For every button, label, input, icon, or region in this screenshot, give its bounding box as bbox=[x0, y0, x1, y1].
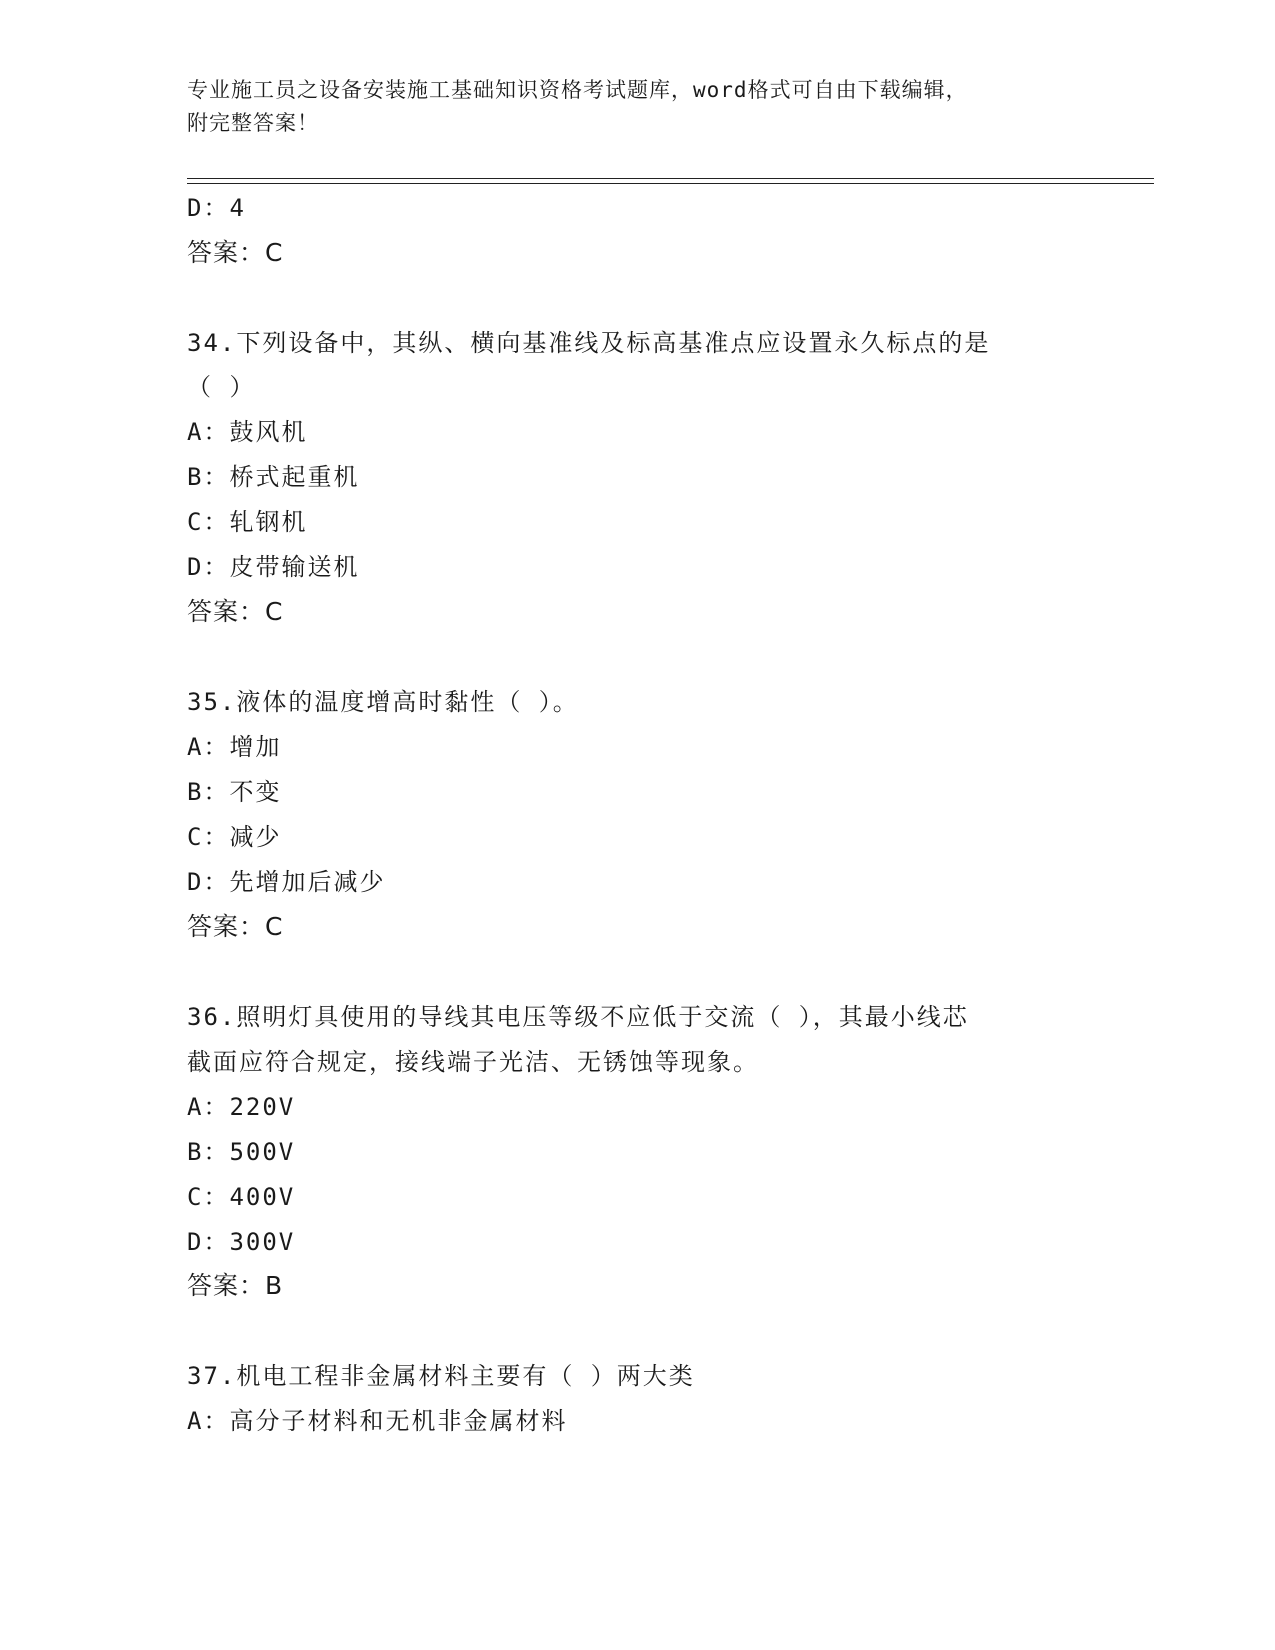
q36-option-c: C：400V bbox=[187, 1183, 296, 1211]
q34-option-a: A：鼓风机 bbox=[187, 418, 308, 446]
q35-option-c: C：减少 bbox=[187, 823, 282, 851]
q34-option-b: B：桥式起重机 bbox=[187, 463, 360, 491]
prev-option-d: D：4 bbox=[187, 194, 246, 222]
q36-option-b: B：500V bbox=[187, 1138, 296, 1166]
q35-option-a: A：增加 bbox=[187, 733, 282, 761]
q37-option-a: A：高分子材料和无机非金属材料 bbox=[187, 1407, 568, 1435]
prev-answer: 答案：C bbox=[187, 238, 284, 267]
q34-option-d: D：皮带输送机 bbox=[187, 553, 360, 581]
header-line-2: 附完整答案！ bbox=[187, 111, 319, 135]
q34-option-c: C：轧钢机 bbox=[187, 508, 308, 536]
q35-stem-line-1: 35.液体的温度增高时黏性（ ）。 bbox=[187, 688, 579, 716]
q37-stem-line-1: 37.机电工程非金属材料主要有（ ）两大类 bbox=[187, 1362, 695, 1390]
q35-option-d: D：先增加后减少 bbox=[187, 868, 386, 896]
header-divider-bottom bbox=[187, 183, 1154, 184]
q36-answer: 答案：B bbox=[187, 1271, 284, 1300]
q34-stem-line-1: 34.下列设备中，其纵、横向基准线及标高基准点应设置永久标点的是 bbox=[187, 329, 991, 357]
page-header bbox=[187, 74, 1067, 140]
header-divider-top bbox=[187, 178, 1154, 179]
header-line-1: 专业施工员之设备安装施工基础知识资格考试题库，word格式可自由下载编辑， bbox=[187, 78, 968, 102]
q36-option-a: A：220V bbox=[187, 1093, 296, 1121]
q36-stem-line-1: 36.照明灯具使用的导线其电压等级不应低于交流（ ），其最小线芯 bbox=[187, 1003, 969, 1031]
q35-option-b: B：不变 bbox=[187, 778, 282, 806]
q35-answer: 答案：C bbox=[187, 912, 284, 941]
q36-stem-line-2: 截面应符合规定，接线端子光洁、无锈蚀等现象。 bbox=[187, 1048, 759, 1076]
q34-stem-line-2: （ ） bbox=[187, 373, 256, 401]
q36-option-d: D：300V bbox=[187, 1228, 296, 1256]
q34-answer: 答案：C bbox=[187, 597, 284, 626]
